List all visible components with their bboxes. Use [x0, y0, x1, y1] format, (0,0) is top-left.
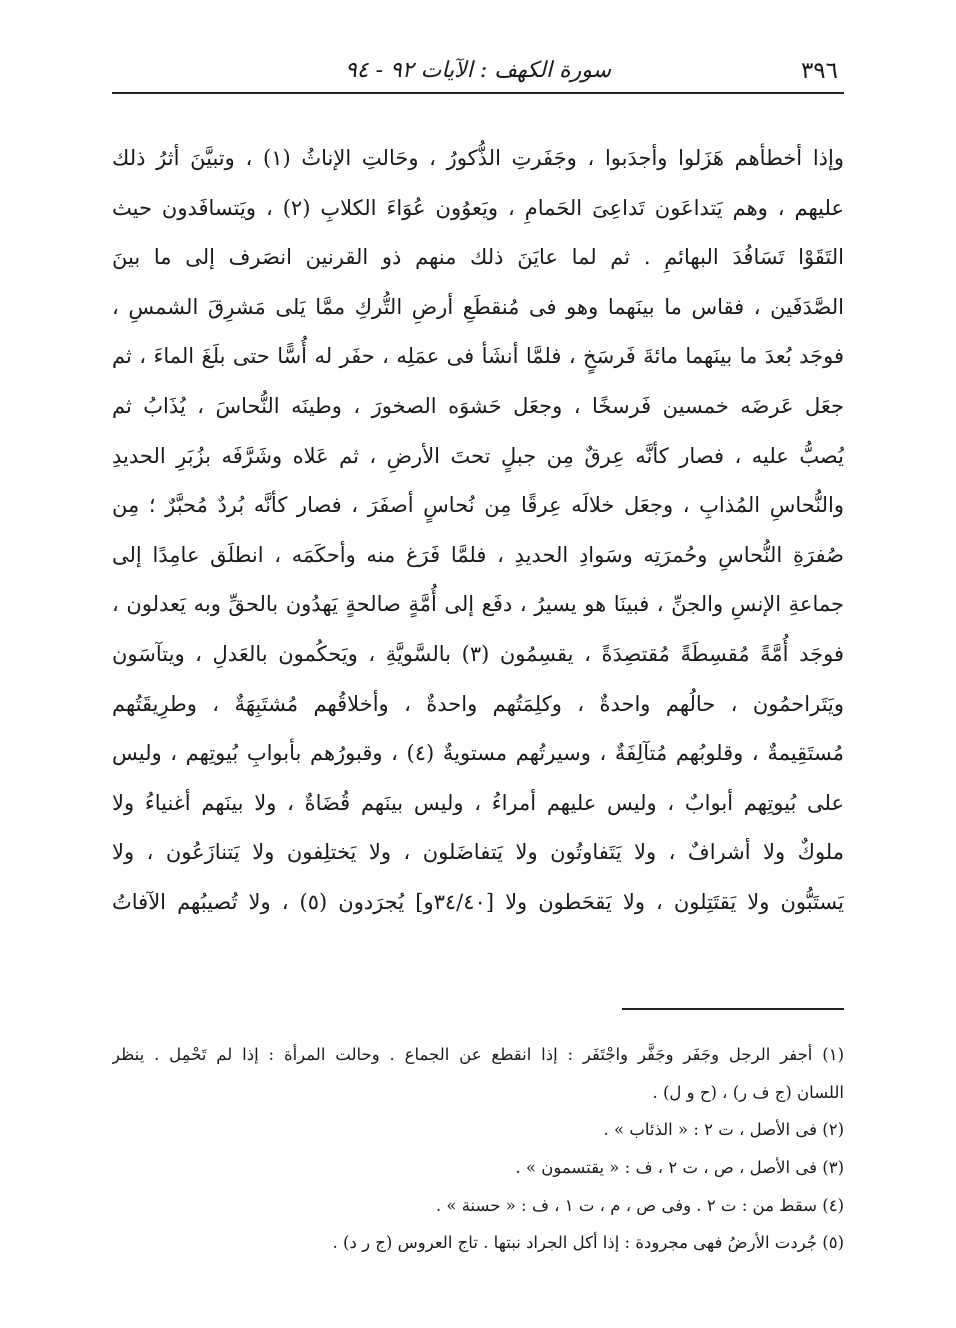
text-line: صُفرَةِ النُّحاسِ وحُمرَتِه وسَوادِ الحديدِ ، فلمَّا فَرَغ منه وأحكَمَه ، انطلَق عامِدًا إلى [112, 542, 844, 567]
page-header [112, 52, 844, 94]
running-title: سورة الكهف : الآيات ٩٢ - ٩٤ [344, 58, 612, 83]
text-line: جماعةِ الإنسِ والجنِّ ، فبينَا هو يسيرُ ، دفَع إلى أُمَّةٍ صالحةٍ يَهدُون بالحقِّ وبه يَعدلون ، [112, 592, 844, 617]
text-line: وإذا أخطأهم هَزَلوا وأجدَبوا ، وجَفَرتِ الذُّكورُ ، وحَالتِ الإناثُ (١) ، وتبيَّنَ أثرُ ذلك [112, 146, 844, 170]
page-number: ٣٩٦ [800, 58, 838, 84]
text-line: التَقَوْا تَسَافُدَ البهائمِ . ثم لما عايَنَ ذلك منهم ذو القرنين انصَرف إلى ما بينَ [112, 245, 844, 270]
text-line: جعَل عَرضَه خمسين فَرسخًا ، وجعَل حَشوَه الصخورَ ، وطينَه النُّحاسَ ، يُذَابُ ثم [112, 393, 844, 418]
text-line: على بُيوتِهم أبوابٌ ، وليس عليهم أمراءُ ، وليس بينَهم قُضَاةٌ ، ولا بينَهم أغنياءُ ولا [112, 790, 844, 815]
text-line: والنُّحاسِ المُذابِ ، وجعَل خلالَه عِرقًا مِن نُحاسٍ أصفَرَ ، فصار كأنَّه بُردٌ مُحبَّرٌ ؛ مِن [112, 493, 844, 518]
footnote-5: (٥) جُردت الأرضُ فهى مجرودة : إذا أكل الجراد نبتها . تاج العروس (ج ر د) . [332, 1233, 844, 1253]
footnote-3: (٣) فى الأصل ، ص ، ت ٢ ، ف : « يقتسمون » . [515, 1158, 844, 1178]
text-line: يُصبُّ عليه ، فصار كأنَّه عِرقٌ مِن جبلٍ تحتَ الأرضِ ، ثم عَلاه وشَرَّفَه بزُبَرِ الحديدِ [112, 443, 844, 468]
footnote-divider [622, 1008, 844, 1010]
footnote-4: (٤) سقط من : ت ٢ . وفى ص ، م ، ت ١ ، ف : « حسنة » . [435, 1195, 844, 1215]
text-line: فوجَد بُعدَ ما بينَهما مائةَ فَرسَخٍ ، فلمَّا أنشَأ فى عمَلِه ، حفَر له أُسًّا حتى بلَغَ الماءَ ، ثم [112, 344, 844, 369]
text-line: عليهم ، وهم يَتداعَون تَداعِىَ الحَمامِ ، ويَعوُون عُوَاءَ الكلابِ (٢) ، ويَتسافَدون حيث [112, 195, 844, 220]
text-line: فوجَد أُمَّةً مُقسِطَةً مُقتصِدَةً ، يقسِمُون (٣) بالسَّويَّةِ ، ويَحكُمون بالعَدلِ ، ويتآسَون [112, 641, 844, 666]
text-line: يَستَبُّون ولا يَقتَتِلون ، ولا يَقحَطون ولا [٣٤/٤٠و] يُجرَدون (٥) ، ولا تُصيبُهم الآفاتُ [112, 889, 844, 914]
footnotes [112, 1036, 844, 1262]
text-line: ويَتَراحمُون ، حالُهم واحدةٌ ، وكلِمَتُهم واحدةٌ ، وأخلاقُهم مُشتَبِهَةٌ ، وطرِيقَتُهم [112, 691, 844, 716]
text-line: الصَّدَفَين ، فقاس ما بينَهما وهو فى مُنقطَعِ أرضِ التُّركِ ممَّا يَلى مَشرِقَ الشمسِ ، [112, 294, 844, 319]
text-line: مُستَقِيمةٌ ، وقلوبُهم مُتآلِفَةٌ ، وسيرتُهم مستويةٌ (٤) ، وقبورُهم بأبوابِ بُيوتِهم ، وليس [112, 741, 844, 766]
footnote-1: (١) أجفر الرجل وجَفَر وجَفَّر واجْتَفَر : إذا انقطع عن الجماع . وحالت المرأة : إذا لم تَحْمِل . ينظر [112, 1045, 844, 1064]
main-text [112, 134, 844, 928]
footnote-1-continued: اللسان (ج ف ر) ، (ح و ل) . [652, 1082, 844, 1102]
text-line: ملوكٌ ولا أشرافٌ ، ولا يَتَفاوتُون ولا يَتفاضَلون ، ولا يَختلِفون ولا يَتنازَعُون ، ولا [112, 840, 844, 865]
footnote-2: (٢) فى الأصل ، ت ٢ : « الذئاب » . [603, 1120, 844, 1140]
